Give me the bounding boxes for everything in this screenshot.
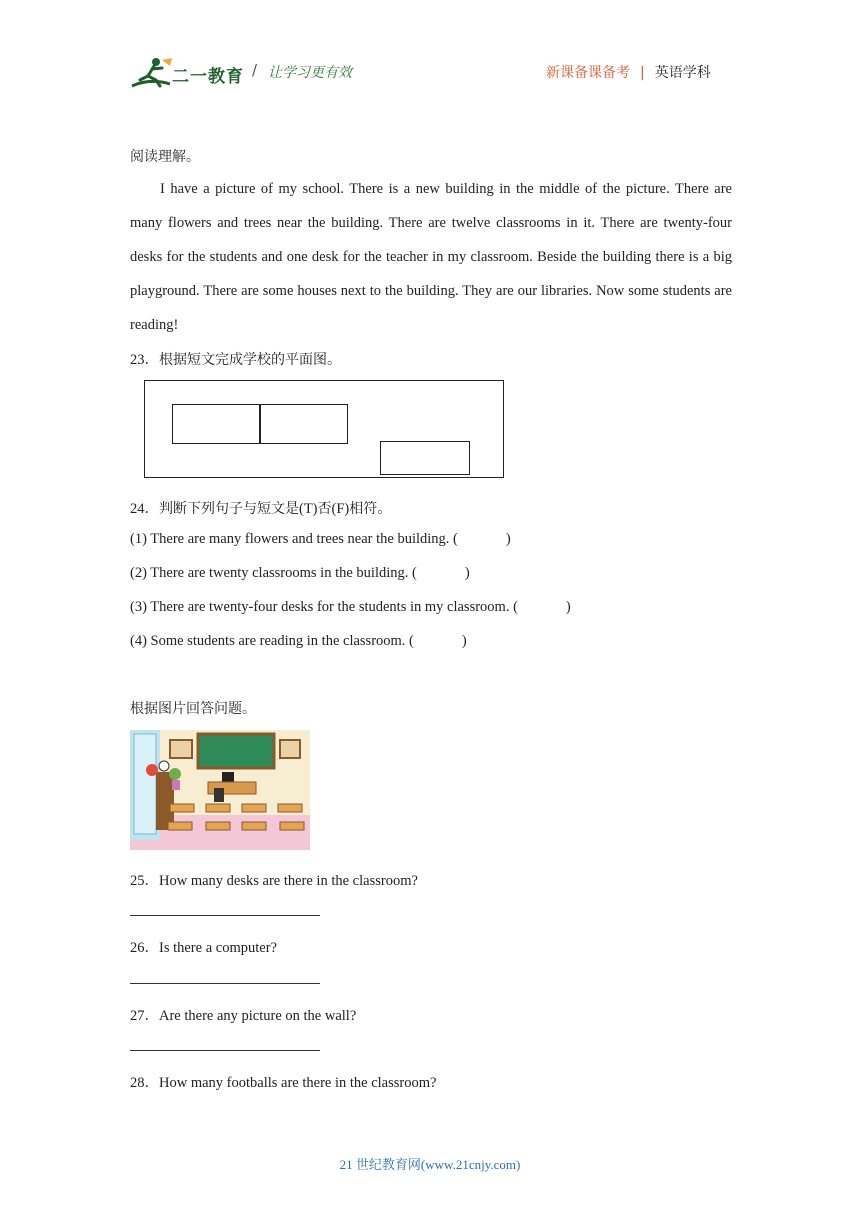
logo-text: 二一教育 <box>172 67 244 87</box>
question-number: 23． <box>130 352 159 368</box>
question-text: 根据短文完成学校的平面图。 <box>159 352 341 368</box>
question-text-c: 否 <box>317 501 332 517</box>
tf-item-text: (3) There are twenty-four desks for the students in my classroom. ( <box>130 599 518 615</box>
question-23 <box>130 348 341 369</box>
question-number: 28． <box>130 1075 159 1091</box>
tf-item-text: (2) There are twenty classrooms in the building. ( <box>130 565 417 581</box>
school-plan-diagram <box>144 380 504 478</box>
question-27 <box>130 1004 356 1025</box>
answer-line-26[interactable] <box>130 983 320 984</box>
header-slogan: 让学习更有效 <box>268 65 352 81</box>
question-text-b: (T) <box>299 501 318 517</box>
header-subject <box>546 62 711 82</box>
tf-item-3: (3) There are twenty-four desks for the students in my classroom. ( ) <box>130 599 571 615</box>
classroom-illustration <box>130 730 310 850</box>
runner-logo-icon <box>130 56 174 90</box>
answer-line-27[interactable] <box>130 1050 320 1051</box>
section-title-picture: 根据图片回答问题。 <box>130 701 256 717</box>
plan-box-left[interactable] <box>172 404 261 444</box>
question-25 <box>130 869 418 890</box>
question-number: 24． <box>130 501 159 517</box>
page-footer: 21 世纪教育网(www.21cnjy.com) <box>339 1157 521 1172</box>
section-title-reading: 阅读理解。 <box>130 149 200 165</box>
question-number: 26． <box>130 940 159 956</box>
header-divider: | <box>640 65 645 81</box>
question-26 <box>130 936 277 957</box>
question-28 <box>130 1071 436 1092</box>
question-text: How many desks are there in the classroom? <box>159 873 418 889</box>
tf-item-text: (1) There are many flowers and trees near the building. ( <box>130 531 458 547</box>
question-text-e: 相符。 <box>349 501 392 517</box>
tf-item-4: (4) Some students are reading in the classroom. ( ) <box>130 633 467 649</box>
answer-line-25[interactable] <box>130 915 320 916</box>
question-text: Are there any picture on the wall? <box>159 1008 357 1024</box>
question-number: 27． <box>130 1008 159 1024</box>
question-text: How many footballs are there in the classroom? <box>159 1075 437 1091</box>
question-text-a: 判断下列句子与短文是 <box>159 501 299 517</box>
tf-item-1: (1) There are many flowers and trees near the building. ( ) <box>130 531 511 547</box>
tf-item-text: (4) Some students are reading in the classroom. ( <box>130 633 414 649</box>
plan-box-middle[interactable] <box>259 404 348 444</box>
header-course-label: 新课备课备考 <box>546 65 630 81</box>
reading-passage: I have a picture of my school. There is a new building in the middle of the picture. There are many flowers and trees near the building. There are twelve classrooms in it. There are twenty-four desks for the students and one desk for the teacher in my classroom. Beside the building there is a big playground. There are some houses next to the building. They are our libraries. Now some students are reading! <box>130 181 732 333</box>
plan-box-right[interactable] <box>380 441 470 475</box>
question-24 <box>130 497 391 518</box>
question-text: Is there a computer? <box>159 940 277 956</box>
header-subject-label: 英语学科 <box>654 65 711 81</box>
header-separator: / <box>252 61 258 79</box>
tf-item-2: (2) There are twenty classrooms in the building. ( ) <box>130 565 470 581</box>
question-text-d: (F) <box>331 501 350 517</box>
question-number: 25． <box>130 873 159 889</box>
